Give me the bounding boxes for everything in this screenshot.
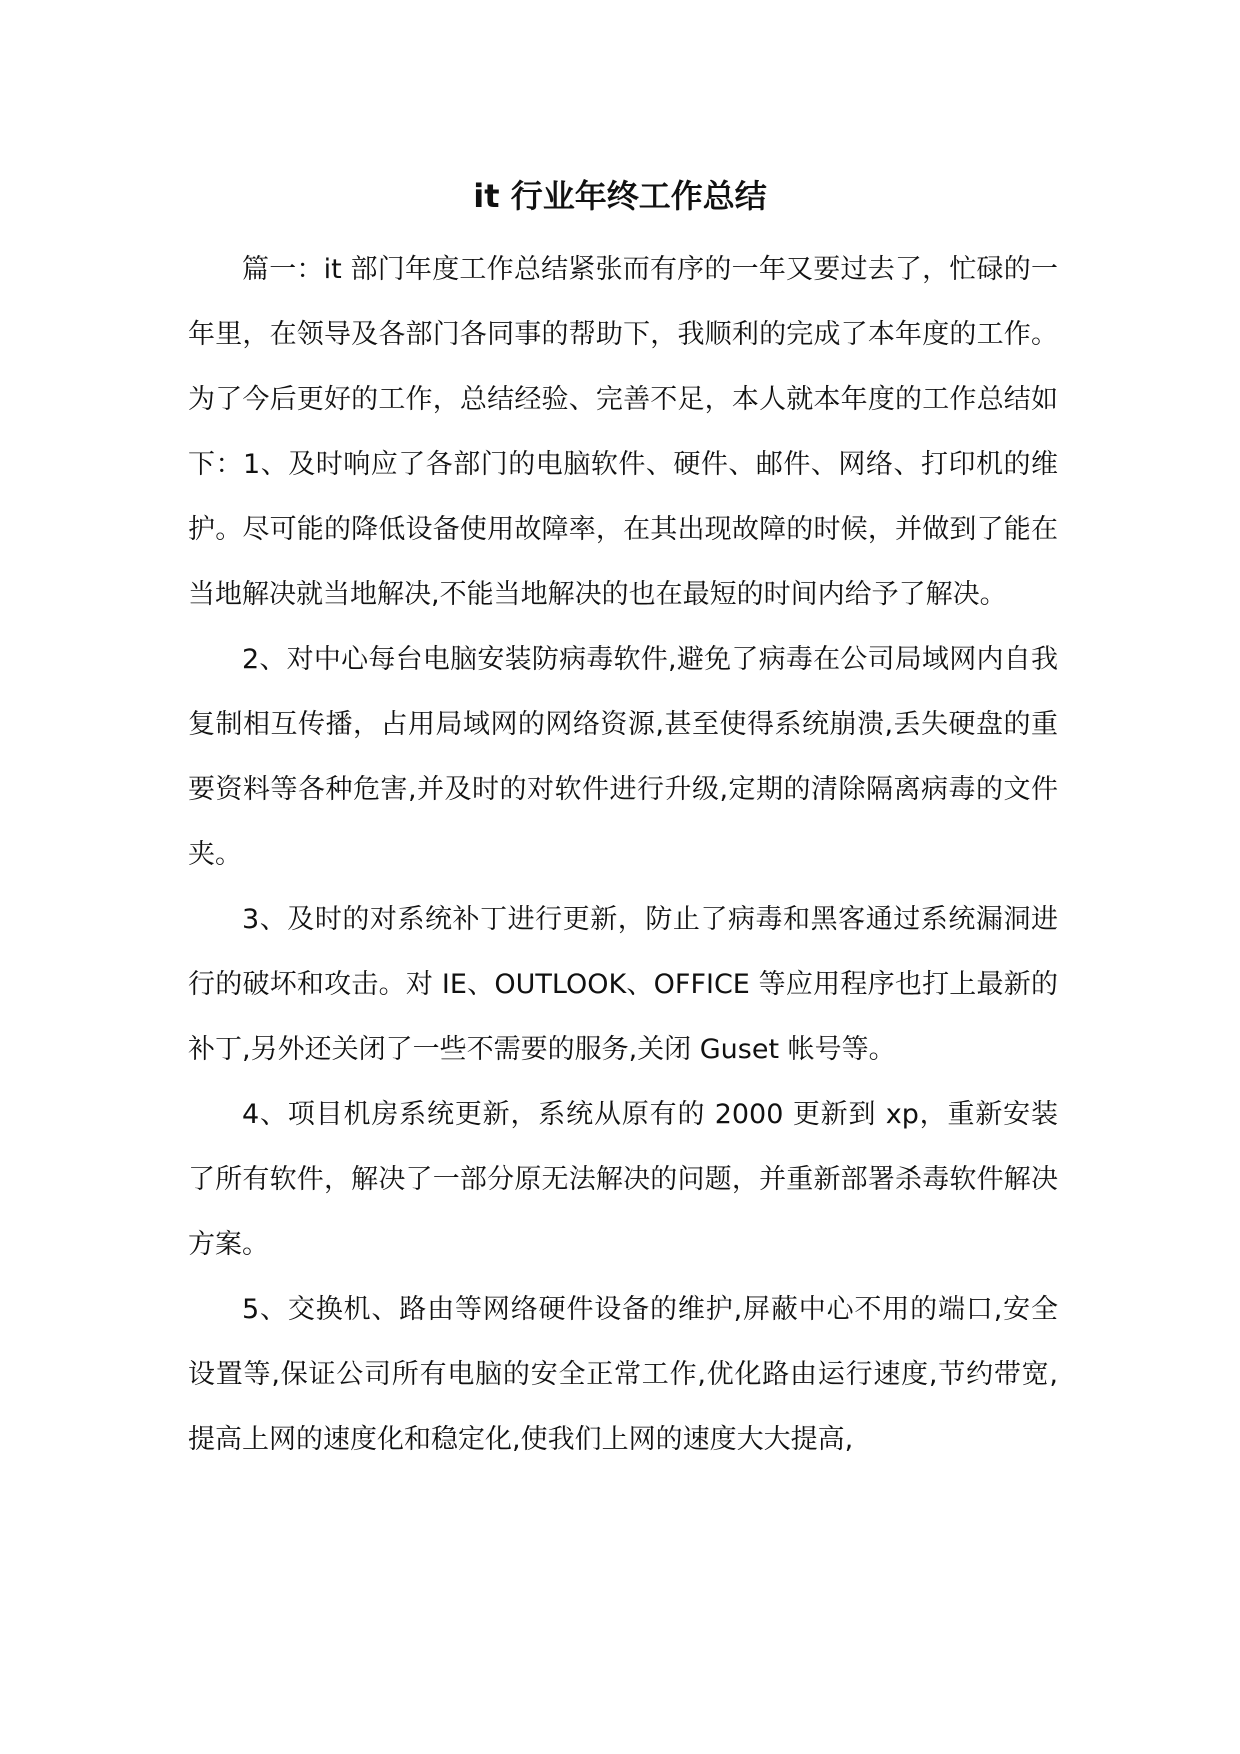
paragraph-2: 2、对中心每台电脑安装防病毒软件,避免了病毒在公司局域网内自我复制相互传播，占用局域网的网络资源,甚至使得系统崩溃,丢失硬盘的重要资料等各种危害,并及时的对软件进行升级,定期的清除隔离病毒的文件夹。 xyxy=(188,644,1058,870)
paragraph-5: 5、交换机、路由等网络硬件设备的维护,屏蔽中心不用的端口,安全设置等,保证公司所有电脑的安全正常工作,优化路由运行速度,节约带宽,提高上网的速度化和稳定化,使我们上网的速度大大提高, xyxy=(188,1294,1058,1455)
paragraph-4: 4、项目机房系统更新，系统从原有的 2000 更新到 xp，重新安装了所有软件，解决了一部分原无法解决的问题，并重新部署杀毒软件解决方案。 xyxy=(188,1099,1058,1260)
paragraph-1: 篇一：it 部门年度工作总结紧张而有序的一年又要过去了，忙碌的一年里，在领导及各部门各同事的帮助下，我顺利的完成了本年度的工作。为了今后更好的工作，总结经验、完善不足，本人就本年度的工作总结如下：1、及时响应了各部门的电脑软件、硬件、邮件、网络、打印机的维护。尽可能的降低设备使用故障率，在其出现故障的时候，并做到了能在当地解决就当地解决,不能当地解决的也在最短的时间内给予了解决。 xyxy=(188,254,1058,610)
document-body xyxy=(188,237,1058,1472)
document-title: it 行业年终工作总结 xyxy=(473,177,767,215)
paragraph-3: 3、及时的对系统补丁进行更新，防止了病毒和黑客通过系统漏洞进行的破坏和攻击。对 IE、OUTLOOK、OFFICE 等应用程序也打上最新的补丁,另外还关闭了一些不需要的服务,关闭 Guset 帐号等。 xyxy=(188,904,1058,1065)
